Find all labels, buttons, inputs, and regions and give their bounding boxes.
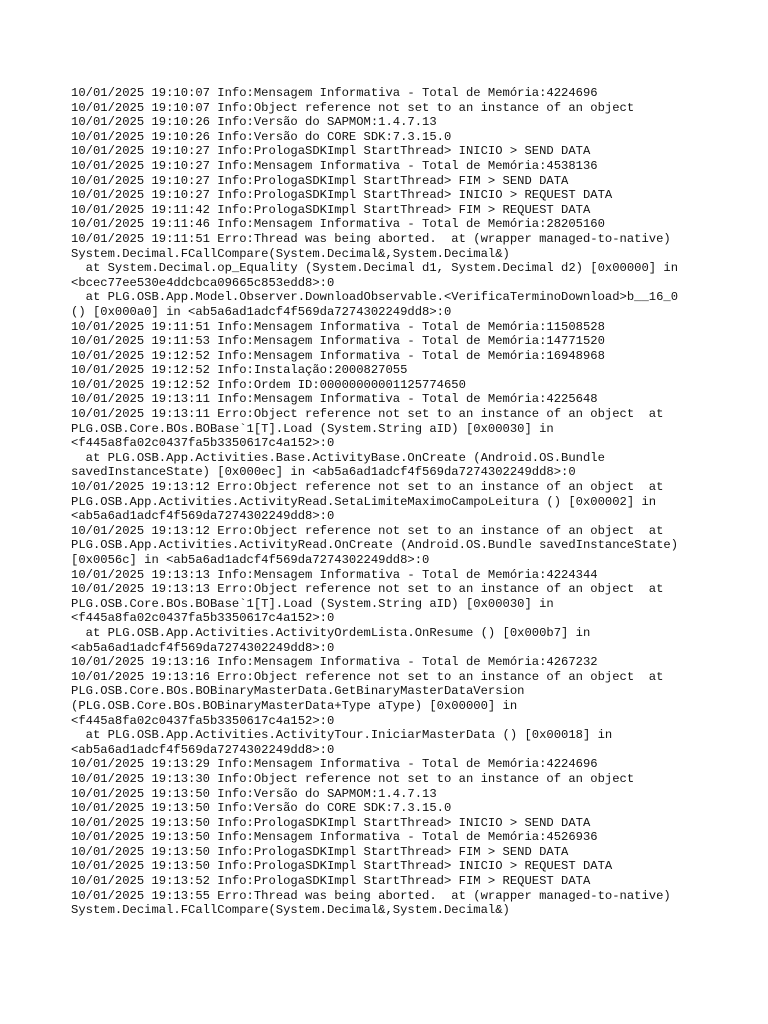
log-line: System.Decimal.FCallCompare(System.Decimal&,System.Decimal&)	[71, 903, 510, 918]
log-line: 10/01/2025 19:13:55 Erro:Thread was being aborted. at (wrapper managed-to-native)	[71, 888, 671, 903]
log-line: 10/01/2025 19:10:27 Info:PrologaSDKImpl StartThread> INICIO > REQUEST DATA	[71, 188, 613, 203]
log-line: PLG.OSB.App.Activities.ActivityRead.OnCreate (Android.OS.Bundle savedInstanceState)	[71, 538, 679, 553]
log-line: PLG.OSB.Core.BOs.BOBase`1[T].Load (System.String aID) [0x00030] in	[71, 421, 554, 436]
log-line: 10/01/2025 19:11:53 Info:Mensagem Informativa - Total de Memória:14771520	[71, 334, 605, 349]
log-line: 10/01/2025 19:13:52 Info:PrologaSDKImpl StartThread> FIM > REQUEST DATA	[71, 874, 591, 889]
log-line: 10/01/2025 19:10:27 Info:Mensagem Informativa - Total de Memória:4538136	[71, 158, 598, 173]
log-line: (PLG.OSB.Core.BOs.BOBinaryMasterData+Type aType) [0x00000] in	[71, 698, 518, 713]
log-line: <ab5a6ad1adcf4f569da7274302249dd8>:0	[71, 742, 335, 757]
log-line: PLG.OSB.Core.BOs.BOBase`1[T].Load (System.String aID) [0x00030] in	[71, 596, 554, 611]
log-line: 10/01/2025 19:11:42 Info:PrologaSDKImpl StartThread> FIM > REQUEST DATA	[71, 202, 591, 217]
log-line: 10/01/2025 19:10:27 Info:PrologaSDKImpl StartThread> INICIO > SEND DATA	[71, 144, 591, 159]
log-line: 10/01/2025 19:13:11 Erro:Object reference not set to an instance of an object at	[71, 407, 664, 422]
log-line: 10/01/2025 19:10:27 Info:PrologaSDKImpl StartThread> FIM > SEND DATA	[71, 173, 569, 188]
log-line: at PLG.OSB.App.Model.Observer.DownloadObservable.<VerificaTerminoDownload>b__16_0	[71, 290, 679, 305]
log-line: 10/01/2025 19:13:13 Info:Mensagem Informativa - Total de Memória:4224344	[71, 567, 598, 582]
log-line: 10/01/2025 19:13:50 Info:Versão do SAPMOM:1.4.7.13	[71, 786, 437, 801]
log-line: <f445a8fa02c0437fa5b3350617c4a152>:0	[71, 436, 335, 451]
log-line: 10/01/2025 19:13:30 Info:Object reference not set to an instance of an object	[71, 771, 635, 786]
log-line: 10/01/2025 19:13:13 Erro:Object reference not set to an instance of an object at	[71, 582, 664, 597]
log-line: <f445a8fa02c0437fa5b3350617c4a152>:0	[71, 611, 335, 626]
log-line: 10/01/2025 19:10:26 Info:Versão do CORE SDK:7.3.15.0	[71, 129, 452, 144]
log-line: 10/01/2025 19:13:12 Erro:Object reference not set to an instance of an object at	[71, 480, 664, 495]
log-line: 10/01/2025 19:13:50 Info:PrologaSDKImpl StartThread> INICIO > SEND DATA	[71, 815, 591, 830]
log-line: 10/01/2025 19:13:11 Info:Mensagem Informativa - Total de Memória:4225648	[71, 392, 598, 407]
log-line: 10/01/2025 19:12:52 Info:Ordem ID:00000000001125774650	[71, 377, 466, 392]
log-line: at PLG.OSB.App.Activities.ActivityOrdemLista.OnResume () [0x000b7] in	[71, 625, 591, 640]
log-line: PLG.OSB.Core.BOs.BOBinaryMasterData.GetBinaryMasterDataVersion	[71, 684, 525, 699]
log-line: 10/01/2025 19:11:46 Info:Mensagem Informativa - Total de Memória:28205160	[71, 217, 605, 232]
log-line: System.Decimal.FCallCompare(System.Decimal&,System.Decimal&)	[71, 246, 510, 261]
log-line: 10/01/2025 19:13:50 Info:Mensagem Informativa - Total de Memória:4526936	[71, 830, 598, 845]
log-line: at PLG.OSB.App.Activities.ActivityTour.IniciarMasterData () [0x00018] in	[71, 728, 613, 743]
log-line: 10/01/2025 19:11:51 Info:Mensagem Informativa - Total de Memória:11508528	[71, 319, 605, 334]
log-line: 10/01/2025 19:13:50 Info:PrologaSDKImpl StartThread> INICIO > REQUEST DATA	[71, 859, 613, 874]
log-line: savedInstanceState) [0x000ec] in <ab5a6ad1adcf4f569da7274302249dd8>:0	[71, 465, 576, 480]
log-line: 10/01/2025 19:13:12 Erro:Object reference not set to an instance of an object at	[71, 523, 664, 538]
log-line: 10/01/2025 19:12:52 Info:Mensagem Informativa - Total de Memória:16948968	[71, 348, 605, 363]
log-line: 10/01/2025 19:13:16 Erro:Object reference not set to an instance of an object at	[71, 669, 664, 684]
log-line: 10/01/2025 19:13:16 Info:Mensagem Informativa - Total de Memória:4267232	[71, 655, 598, 670]
log-line: <ab5a6ad1adcf4f569da7274302249dd8>:0	[71, 640, 335, 655]
log-line: 10/01/2025 19:12:52 Info:Instalação:2000827055	[71, 363, 408, 378]
log-line: 10/01/2025 19:11:51 Erro:Thread was being aborted. at (wrapper managed-to-native)	[71, 231, 671, 246]
log-line: at PLG.OSB.App.Activities.Base.ActivityBase.OnCreate (Android.OS.Bundle	[71, 450, 605, 465]
log-line: [0x0056c] in <ab5a6ad1adcf4f569da7274302249dd8>:0	[71, 553, 430, 567]
log-line: <ab5a6ad1adcf4f569da7274302249dd8>:0	[71, 509, 335, 524]
log-line: <f445a8fa02c0437fa5b3350617c4a152>:0	[71, 713, 335, 728]
log-line: 10/01/2025 19:10:07 Info:Object reference not set to an instance of an object	[71, 100, 635, 115]
log-line: 10/01/2025 19:13:29 Info:Mensagem Informativa - Total de Memória:4224696	[71, 757, 598, 772]
log-line: at System.Decimal.op_Equality (System.Decimal d1, System.Decimal d2) [0x00000] in	[71, 261, 679, 276]
log-line: 10/01/2025 19:10:26 Info:Versão do SAPMOM:1.4.7.13	[71, 115, 437, 130]
log-line: 10/01/2025 19:13:50 Info:PrologaSDKImpl StartThread> FIM > SEND DATA	[71, 844, 569, 859]
log-line: 10/01/2025 19:13:50 Info:Versão do CORE SDK:7.3.15.0	[71, 801, 452, 816]
log-line: PLG.OSB.App.Activities.ActivityRead.SetaLimiteMaximoCampoLeitura () [0x00002] in	[71, 494, 657, 509]
log-line: () [0x000a0] in <ab5a6ad1adcf4f569da7274302249dd8>:0	[71, 304, 452, 319]
log-line: 10/01/2025 19:10:07 Info:Mensagem Informativa - Total de Memória:4224696	[71, 86, 598, 100]
log-text-block	[71, 86, 711, 918]
log-line: <bcec77ee530e4ddcbca09665c853edd8>:0	[71, 275, 335, 290]
